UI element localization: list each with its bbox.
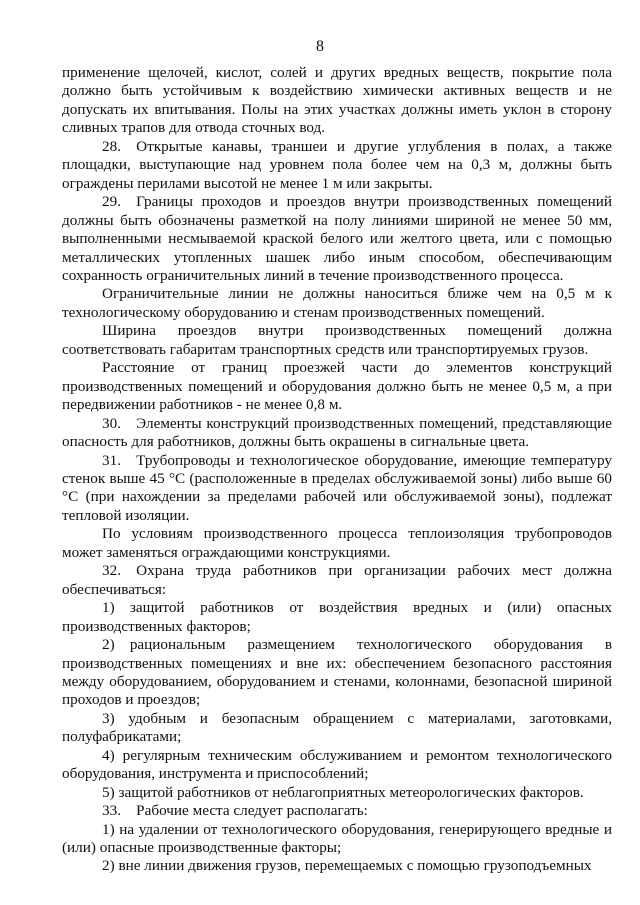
list-item-33-2: 2) вне линии движения грузов, перемещаемых с помощью грузоподъемных [102,857,592,875]
paragraph-30: 30. Элементы конструкций производственных помещений, представляющие опасность для работников, должны быть окрашены в сигнальные цвета. [62,414,612,451]
paragraph-29: 29. Границы проходов и проездов внутри производственных помещений должны быть обозначены разметкой на полу линиями шириной не менее 50 мм, выполненными несмываемой краской белого или желтого цвета, или с помощью металлических утопленных шашек либо иным способом, обеспечивающим сохранность ограничительных линий в течение производственного процесса. [62,193,612,284]
list-item-32-2: 2) рациональным размещением технологического оборудования в производственных помещениях и вне их: обеспечением безопасного расстояния между оборудованием, оборудованием и стенами, колоннами, безопасной шириной проходов и проездов; [62,636,612,709]
paragraph-31-insulation: По условиям производственного процесса теплоизоляция трубопроводов может заменяться ограждающими конструкциями. [62,525,612,561]
paragraph-29-limit-lines: Ограничительные линии не должны наноситься ближе чем на 0,5 м к технологическому оборудованию и стенам производственных помещений. [62,285,612,321]
paragraph-32: 32. Охрана труда работников при организации рабочих мест должна обеспечиваться: [62,562,612,598]
page-number: 8 [316,38,324,55]
list-item-32-3: 3) удобным и безопасным обращением с материалами, заготовками, полуфабрикатами; [62,709,612,746]
list-item-32-4: 4) регулярным техническим обслуживанием и ремонтом технологического оборудования, инструмента и приспособлений; [62,746,612,783]
list-item-32-1: 1) защитой работников от воздействия вредных и (или) опасных производственных факторов; [62,599,612,635]
list-item-33-1: 1) на удалении от технологического оборудования, генерирующего вредные и (или) опасные производственные факторы; [62,820,612,857]
document-body [62,64,612,876]
paragraph-31: 31. Трубопроводы и технологическое оборудование, имеющие температуру стенок выше 45 °С (расположенные в пределах обслуживаемой зоны) либо выше 60 °С (при нахождении за пределами рабочей или обслуживаемой зоны), подлежат тепловой изоляции. [62,451,612,524]
paragraph-continued: применение щелочей, кислот, солей и других вредных веществ, покрытие пола должно быть устойчивым к воздействию химически активных веществ и не допускать их впитывания. Полы на этих участках должны иметь уклон в сторону сливных трапов для отвода сточных вод. [62,64,612,137]
paragraph-29-distance: Расстояние от границ проезжей части до элементов конструкций производственных помещений и оборудования должно быть не менее 0,5 м, а при передвижении работников - не менее 0,8 м. [62,359,612,414]
list-item-32-5: 5) защитой работников от неблагоприятных метеорологических факторов. [102,783,584,801]
paragraph-28: 28. Открытые канавы, траншеи и другие углубления в полах, а также площадки, выступающие над уровнем пола более чем на 0,3 м, должны быть ограждены перилами высотой не менее 1 м или закрыты. [62,137,612,192]
paragraph-33: 33. Рабочие места следует располагать: [102,802,368,820]
paragraph-29-passage-width: Ширина проездов внутри производственных помещений должна соответствовать габаритам транспортных средств или транспортируемых грузов. [62,322,612,358]
